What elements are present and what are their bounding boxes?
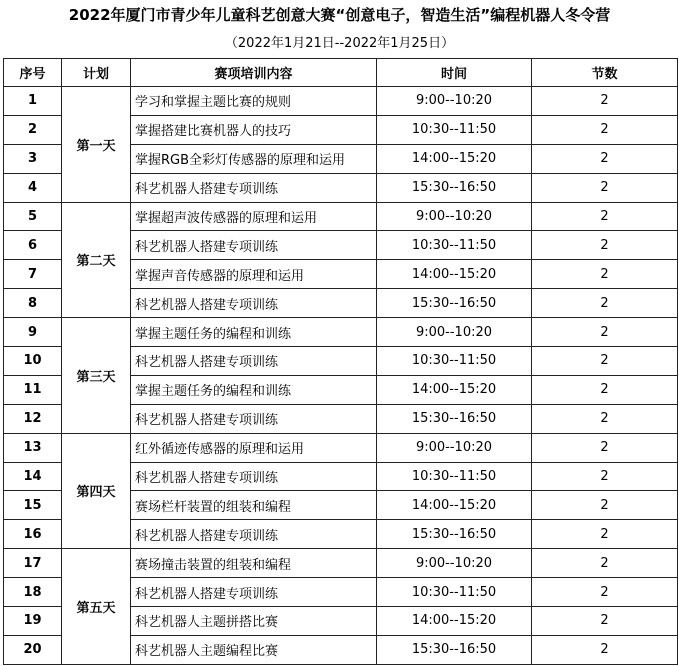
row-seq: 3 xyxy=(4,144,62,173)
row-content: 掌握超声波传感器的原理和运用 xyxy=(131,202,377,231)
row-content: 赛场栏杆装置的组装和编程 xyxy=(131,491,377,520)
row-seq: 20 xyxy=(4,635,62,664)
row-time: 9:00--10:20 xyxy=(377,433,532,462)
row-seq: 13 xyxy=(4,433,62,462)
row-time: 15:30--16:50 xyxy=(377,520,532,549)
header-plan: 计划 xyxy=(62,59,131,87)
row-content: 科艺机器人搭建专项训练 xyxy=(131,462,377,491)
row-count: 2 xyxy=(532,375,678,404)
row-time: 14:00--15:20 xyxy=(377,491,532,520)
header-count: 节数 xyxy=(532,59,678,87)
row-content: 科艺机器人主题编程比赛 xyxy=(131,635,377,664)
row-seq: 15 xyxy=(4,491,62,520)
row-seq: 8 xyxy=(4,289,62,318)
day-label: 第五天 xyxy=(62,549,131,665)
row-time: 9:00--10:20 xyxy=(377,318,532,347)
row-content: 科艺机器人搭建专项训练 xyxy=(131,404,377,433)
day-label: 第二天 xyxy=(62,202,131,318)
date-range: （2022年1月21日--2022年1月25日） xyxy=(224,36,455,51)
row-seq: 7 xyxy=(4,260,62,289)
row-seq: 12 xyxy=(4,404,62,433)
row-time: 15:30--16:50 xyxy=(377,289,532,318)
row-time: 10:30--11:50 xyxy=(377,462,532,491)
table-header-row xyxy=(4,59,678,87)
row-time: 10:30--11:50 xyxy=(377,231,532,260)
row-count: 2 xyxy=(532,635,678,664)
row-seq: 19 xyxy=(4,607,62,636)
row-content: 科艺机器人主题拼搭比赛 xyxy=(131,607,377,636)
row-count: 2 xyxy=(532,607,678,636)
row-seq: 6 xyxy=(4,231,62,260)
row-time: 10:30--11:50 xyxy=(377,347,532,376)
row-seq: 17 xyxy=(4,549,62,578)
row-time: 14:00--15:20 xyxy=(377,144,532,173)
row-count: 2 xyxy=(532,202,678,231)
row-time: 15:30--16:50 xyxy=(377,635,532,664)
table-row xyxy=(4,549,678,578)
row-seq: 18 xyxy=(4,578,62,607)
row-time: 9:00--10:20 xyxy=(377,549,532,578)
table-row xyxy=(4,202,678,231)
row-time: 15:30--16:50 xyxy=(377,404,532,433)
row-count: 2 xyxy=(532,404,678,433)
row-count: 2 xyxy=(532,87,678,116)
row-count: 2 xyxy=(532,289,678,318)
row-seq: 9 xyxy=(4,318,62,347)
row-content: 掌握搭建比赛机器人的技巧 xyxy=(131,115,377,144)
row-content: 学习和掌握主题比赛的规则 xyxy=(131,87,377,116)
row-count: 2 xyxy=(532,231,678,260)
row-seq: 14 xyxy=(4,462,62,491)
row-seq: 1 xyxy=(4,87,62,116)
page-title: 2022年厦门市青少年儿童科艺创意大赛“创意电子，智造生活”编程机器人冬令营 xyxy=(68,6,611,24)
row-content: 科艺机器人搭建专项训练 xyxy=(131,231,377,260)
row-content: 科艺机器人搭建专项训练 xyxy=(131,520,377,549)
row-count: 2 xyxy=(532,260,678,289)
row-seq: 2 xyxy=(4,115,62,144)
row-count: 2 xyxy=(532,462,678,491)
row-time: 14:00--15:20 xyxy=(377,607,532,636)
row-count: 2 xyxy=(532,173,678,202)
row-content: 赛场撞击装置的组装和编程 xyxy=(131,549,377,578)
row-content: 掌握主题任务的编程和训练 xyxy=(131,318,377,347)
row-content: 掌握声音传感器的原理和运用 xyxy=(131,260,377,289)
header-time: 时间 xyxy=(377,59,532,87)
row-count: 2 xyxy=(532,318,678,347)
row-time: 9:00--10:20 xyxy=(377,87,532,116)
row-time: 14:00--15:20 xyxy=(377,375,532,404)
row-count: 2 xyxy=(532,115,678,144)
row-seq: 10 xyxy=(4,347,62,376)
row-count: 2 xyxy=(532,491,678,520)
table-body xyxy=(4,87,678,665)
row-content: 红外循迹传感器的原理和运用 xyxy=(131,433,377,462)
row-seq: 4 xyxy=(4,173,62,202)
row-count: 2 xyxy=(532,347,678,376)
schedule-table xyxy=(3,58,678,665)
row-content: 科艺机器人搭建专项训练 xyxy=(131,578,377,607)
row-time: 10:30--11:50 xyxy=(377,115,532,144)
row-content: 科艺机器人搭建专项训练 xyxy=(131,289,377,318)
row-content: 科艺机器人搭建专项训练 xyxy=(131,173,377,202)
table-row xyxy=(4,87,678,116)
header-seq: 序号 xyxy=(4,59,62,87)
row-time: 15:30--16:50 xyxy=(377,173,532,202)
row-count: 2 xyxy=(532,549,678,578)
row-content: 掌握RGB全彩灯传感器的原理和运用 xyxy=(131,144,377,173)
day-label: 第三天 xyxy=(62,318,131,434)
row-content: 科艺机器人搭建专项训练 xyxy=(131,347,377,376)
table-row xyxy=(4,318,678,347)
row-time: 10:30--11:50 xyxy=(377,578,532,607)
row-time: 9:00--10:20 xyxy=(377,202,532,231)
day-label: 第四天 xyxy=(62,433,131,549)
row-seq: 5 xyxy=(4,202,62,231)
row-count: 2 xyxy=(532,520,678,549)
header-content: 赛项培训内容 xyxy=(131,59,377,87)
row-count: 2 xyxy=(532,144,678,173)
row-count: 2 xyxy=(532,578,678,607)
row-seq: 16 xyxy=(4,520,62,549)
table-row xyxy=(4,433,678,462)
row-content: 掌握主题任务的编程和训练 xyxy=(131,375,377,404)
row-seq: 11 xyxy=(4,375,62,404)
row-count: 2 xyxy=(532,433,678,462)
day-label: 第一天 xyxy=(62,87,131,203)
row-time: 14:00--15:20 xyxy=(377,260,532,289)
